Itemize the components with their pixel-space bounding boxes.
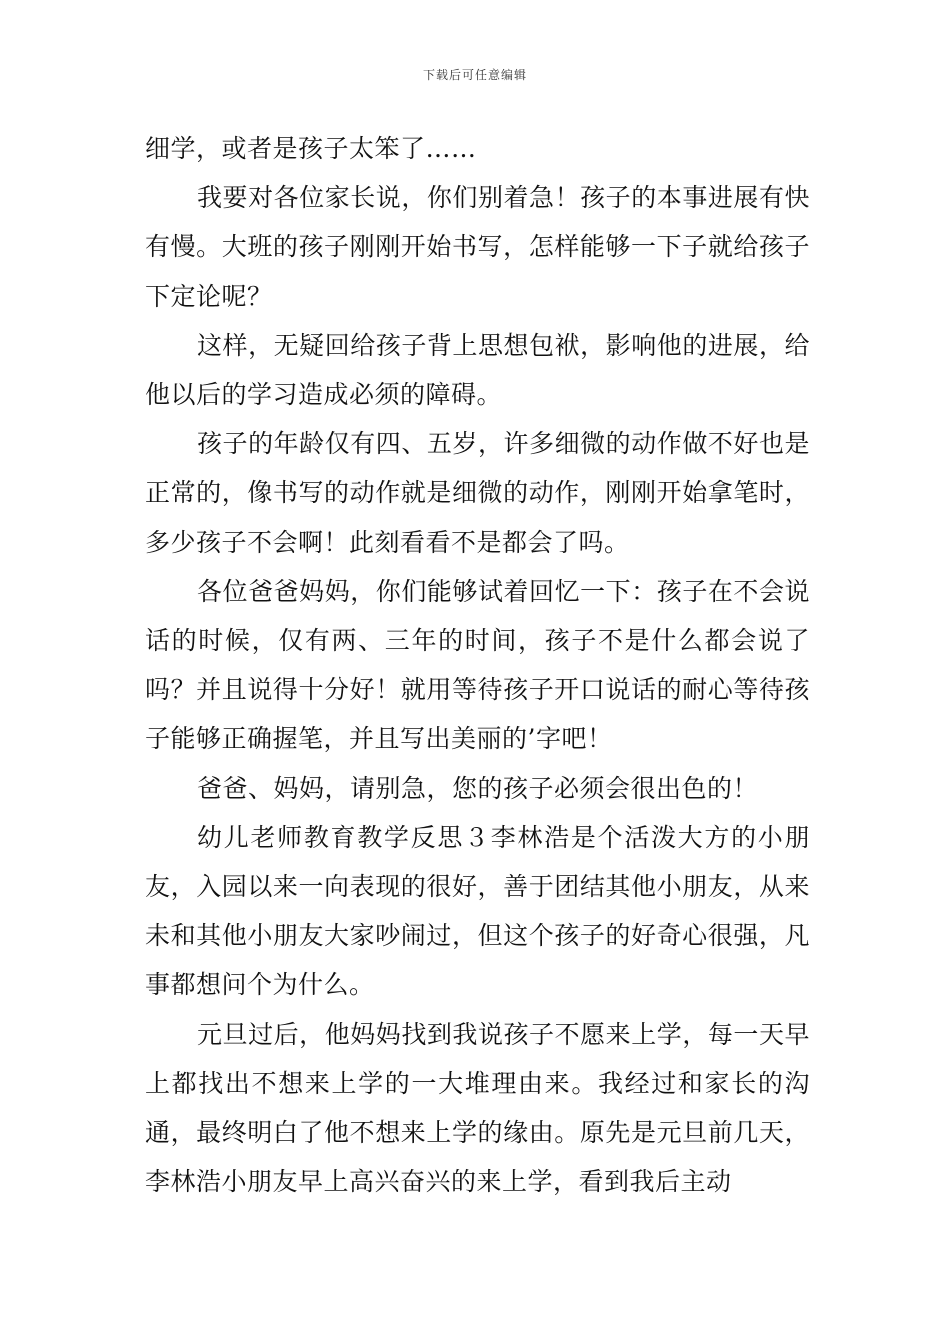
page-header: 下载后可任意编辑 — [422, 68, 527, 82]
paragraph-8: 元旦过后，他妈妈找到我说孩子不愿来上学，每一天早上都找出不想来上学的一大堆理由来。我经过和家长的沟通，最终明白了他不想来上学的缘由。原先是元旦前几天，李林浩小朋友早上高兴奋兴的来上学，看到我后主动 — [145, 1019, 810, 1197]
document-body — [145, 124, 810, 1206]
paragraph-7: 幼儿老师教育教学反思３李林浩是个活泼大方的小朋友，入园以来一向表现的很好，善于团结其他小朋友，从来未和其他小朋友大家吵闹过，但这个孩子的好奇心很强，凡事都想问个为什么。 — [145, 822, 810, 1000]
paragraph-6: 爸爸、妈妈，请别急，您的孩子必须会很出色的！ — [197, 773, 759, 803]
paragraph-5: 各位爸爸妈妈，你们能够试着回忆一下：孩子在不会说话的时候，仅有两、三年的时间，孩子不是什么都会说了吗？并且说得十分好！就用等待孩子开口说话的耐心等待孩子能够正确握笔，并且写出美丽的’字吧！ — [145, 576, 810, 754]
paragraph-4: 孩子的年龄仅有四、五岁，许多细微的动作做不好也是正常的，像书写的动作就是细微的动作，刚刚开始拿笔时，多少孩子不会啊！此刻看看不是都会了吗。 — [145, 429, 810, 557]
paragraph-1: 细学，或者是孩子太笨了…… — [145, 134, 477, 163]
paragraph-3: 这样，无疑回给孩子背上思想包袱，影响他的进展，给他以后的学习造成必须的障碍。 — [145, 330, 810, 410]
paragraph-2: 我要对各位家长说，你们别着急！孩子的本事进展有快有慢。大班的孩子刚刚开始书写，怎样能够一下子就给孩子下定论呢？ — [145, 183, 810, 311]
